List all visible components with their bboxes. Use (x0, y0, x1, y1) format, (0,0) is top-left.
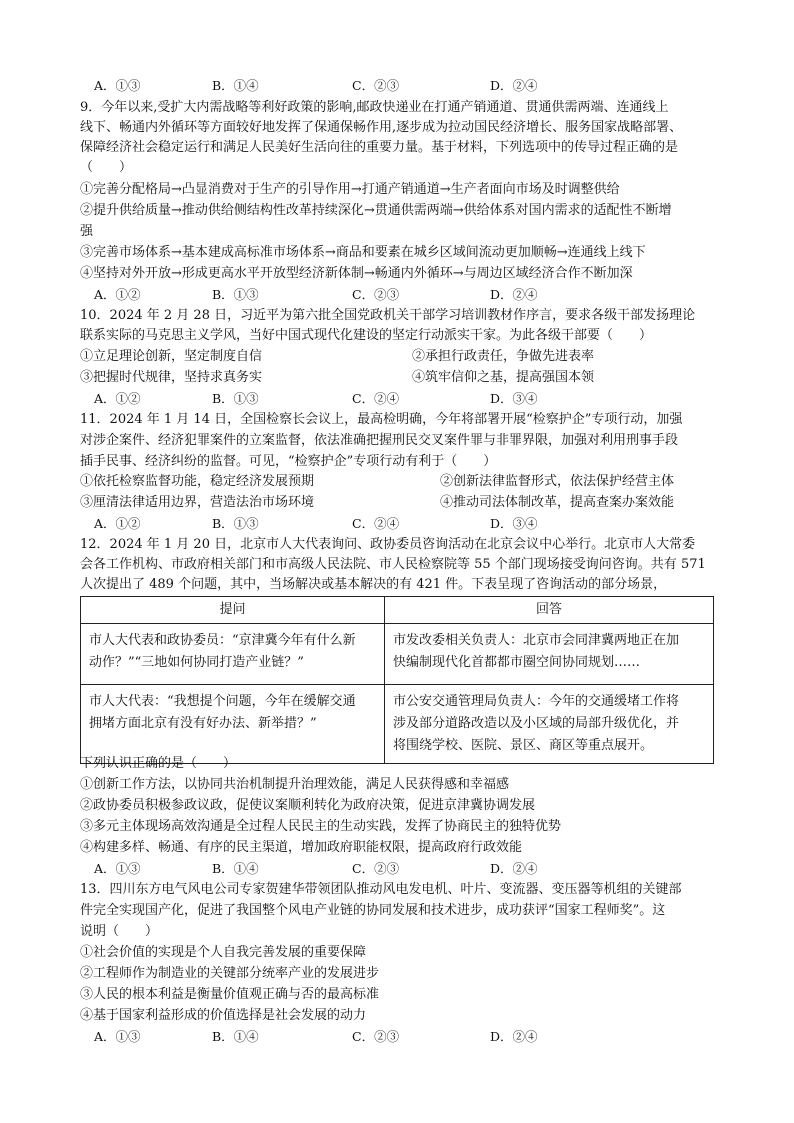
q9-stem-line: 9．今年以来,受扩大内需战略等利好政策的影响,邮政快递业在打通产销通道、贯通供需两端、连通线上 (80, 100, 669, 115)
q10-item-4: ④筑牢信仰之基，提高强国本领 (412, 370, 595, 385)
q13-option-c[interactable]: C．②③ (352, 1029, 400, 1044)
q10-option-b[interactable]: B．①③ (212, 391, 259, 406)
cell-line: 快编制现代化首都都市圈空间协同规划…… (393, 655, 641, 670)
q10-stem-line: 联系实际的马克思主义学风，当好中国式现代化建设的坚定行动派实干家。为此各级干部要（ ） (80, 328, 653, 343)
q13-item-3: ③人民的根本利益是衡量价值观正确与否的最高标准 (80, 987, 380, 1002)
table-header-question: 提问 (81, 597, 385, 624)
q10-item-3: ③把握时代规律，坚持求真务实 (80, 370, 263, 385)
q10-item-1: ①立足理论创新，坚定制度自信 (80, 349, 263, 364)
q10-items-row (80, 347, 720, 367)
q10-options (94, 389, 714, 409)
q12-item-4: ④构建多样、畅通、有序的民主渠道，增加政府职能权限，提高政府行政效能 (80, 840, 523, 855)
q12-item-3: ③多元主体现场高效沟通是全过程人民民主的生动实践，发挥了协商民主的独特优势 (80, 819, 562, 834)
q11-option-b[interactable]: B．①③ (212, 516, 259, 531)
q9-option-b[interactable]: B．①③ (212, 287, 259, 302)
q13-item-1: ①社会价值的实现是个人自我完善发展的重要保障 (80, 945, 367, 960)
q12-stem-line: 12．2024 年 1 月 20 日，北京市人大代表询问、政协委员咨询活动在北京会议中心举行。北京市人大常委 (80, 537, 696, 552)
q11-item-2: ②创新法律监督形式，依法保护经营主体 (440, 474, 675, 489)
q8-option-d[interactable]: D．②④ (490, 78, 538, 93)
q13-option-b[interactable]: B．①④ (212, 1029, 259, 1044)
q13-stem-line: 13．四川东方电气风电公司专家贺建华带领团队推动风电发电机、叶片、变流器、变压器等机组的关键部 (80, 882, 682, 897)
q13-item-4: ④基于国家利益形成的价值选择是社会发展的动力 (80, 1008, 367, 1023)
table-cell-answer (385, 624, 714, 685)
q10-item-2: ②承担行政责任，争做先进表率 (412, 349, 595, 364)
cell-line: 市人大代表和政协委员：“京津冀今年有什么新 (89, 633, 356, 648)
q12-option-b[interactable]: B．①④ (212, 861, 259, 876)
q8-options (94, 76, 714, 96)
table-row (81, 685, 714, 764)
q12-item-1: ①创新工作方法，以协同共治机制提升治理效能，满足人民获得感和幸福感 (80, 777, 510, 792)
table-row (81, 624, 714, 685)
q11-option-c[interactable]: C．②④ (352, 516, 400, 531)
q9-item-2: ②提升供给质量→推动供给侧结构性改革持续深化→贯通供需两端→供给体系对国内需求的适配性不断增 (80, 203, 672, 218)
q12-option-a[interactable]: A．①③ (94, 861, 141, 876)
q9-item-3: ③完善市场体系→基本建成高标准市场体系→商品和要素在城乡区域间流动更加顺畅→连通线上线下 (80, 245, 646, 260)
q11-items-row (80, 493, 720, 513)
cell-line: 拥堵方面北京有没有好办法、新举措？” (89, 716, 317, 731)
q9-item-2-wrap: 强 (80, 224, 94, 239)
cell-line: 涉及部分道路改造以及小区域的局部升级优化，并 (393, 716, 680, 731)
q13-option-a[interactable]: A．①③ (94, 1029, 141, 1044)
q13-stem-line: 件完全实现国产化，促进了我国整个风电产业链的协同发展和技术进步，成功获评“国家工程师奖”。这 (80, 903, 666, 918)
q12-table (80, 596, 714, 764)
q11-stem-line: 插手民事、经济纠纷的监督。可见，“检察护企”专项行动有利于（ ） (80, 454, 497, 469)
q12-option-d[interactable]: D．②④ (490, 861, 538, 876)
q11-stem-line: 11．2024 年 1 月 14 日，全国检察长会议上，最高检明确，今年将部署开展“检察护企”专项行动，加强 (80, 412, 683, 427)
q13-option-d[interactable]: D．②④ (490, 1029, 538, 1044)
table-cell-answer (385, 685, 714, 764)
q11-stem-line: 对涉企案件、经济犯罪案件的立案监督，依法准确把握刑民交叉案件罪与非罪界限，加强对利用刑事手段 (80, 433, 679, 448)
q12-stem-line: 人次提出了 489 个问题，其中，当场解决或基本解决的有 421 件。下表呈现了咨询活动的部分场景， (80, 577, 667, 592)
q13-options (94, 1027, 714, 1047)
q10-option-d[interactable]: D．③④ (490, 391, 538, 406)
q8-option-b[interactable]: B．①④ (212, 78, 259, 93)
cell-line: 市人大代表：“我想提个问题，今年在缓解交通 (89, 694, 356, 709)
cell-line: 市公安交通管理局负责人：今年的交通缓堵工作将 (393, 694, 680, 709)
q12-option-c[interactable]: C．②③ (352, 861, 400, 876)
q8-option-a[interactable]: A．①③ (94, 78, 141, 93)
q10-option-c[interactable]: C．②④ (352, 391, 400, 406)
q9-stem-line: 保障经济社会稳定运行和满足人民美好生活向往的重要力量。基于材料，下列选项中的传导过程正确的是 (80, 140, 679, 155)
cell-line: 将围绕学校、医院、景区、商区等重点展开。 (393, 738, 654, 753)
q10-items-row (80, 368, 720, 388)
q9-item-4: ④坚持对外开放→形成更高水平开放型经济新体制→畅通内外循环→与周边区域经济合作不断加深 (80, 266, 633, 281)
q9-options (94, 285, 714, 305)
table-cell-question (81, 685, 385, 764)
q12-options (94, 859, 714, 879)
q10-option-a[interactable]: A．①② (94, 391, 141, 406)
table-header-row (81, 597, 714, 624)
q11-options (94, 514, 714, 534)
table-cell-question (81, 624, 385, 685)
q11-option-a[interactable]: A．①② (94, 516, 141, 531)
q12-item-2: ②政协委员积极参政议政，促使议案顺利转化为政府决策，促进京津冀协调发展 (80, 798, 536, 813)
q11-item-1: ①依托检察监督功能，稳定经济发展预期 (80, 474, 315, 489)
q12-stem-line: 会各工作机构、市政府相关部门和市高级人民法院、市人民检察院等 55 个部门现场接受询问咨询。共有 571 (80, 557, 706, 572)
q10-stem-line: 10．2024 年 2 月 28 日，习近平为第六批全国党政机关干部学习培训教材作序言，要求各级干部发扬理论 (80, 308, 696, 323)
q13-stem-line: 说明（ ） (80, 924, 159, 939)
q9-stem-line: （ ） (80, 160, 133, 175)
q9-option-a[interactable]: A．①② (94, 287, 141, 302)
q13-item-2: ②工程师作为制造业的关键部分统率产业的发展进步 (80, 966, 380, 981)
q9-option-c[interactable]: C．②③ (352, 287, 400, 302)
cell-line: 市发改委相关负责人：北京市会同津冀两地正在加 (393, 633, 680, 648)
table-header-answer: 回答 (385, 597, 714, 624)
q9-item-1: ①完善分配格局→凸显消费对于生产的引导作用→打通产销通道→生产者面向市场及时调整供给 (80, 182, 620, 197)
q11-items-row (80, 472, 720, 492)
q11-item-4: ④推动司法体制改革，提高查案办案效能 (440, 495, 675, 510)
q12-prompt: 下列认识正确的是（ ） (80, 756, 237, 771)
q9-option-d[interactable]: D．②④ (490, 287, 538, 302)
q9-stem-line: 线下、畅通内外循环等方面较好地发挥了保通保畅作用,逐步成为拉动国民经济增长、服务国家战略部署、 (80, 120, 683, 135)
q11-item-3: ③厘清法律适用边界，营造法治市场环境 (80, 495, 315, 510)
q11-option-d[interactable]: D．③④ (490, 516, 538, 531)
cell-line: 动作？”“三地如何协同打造产业链？” (89, 655, 304, 670)
q8-option-c[interactable]: C．②③ (352, 78, 400, 93)
